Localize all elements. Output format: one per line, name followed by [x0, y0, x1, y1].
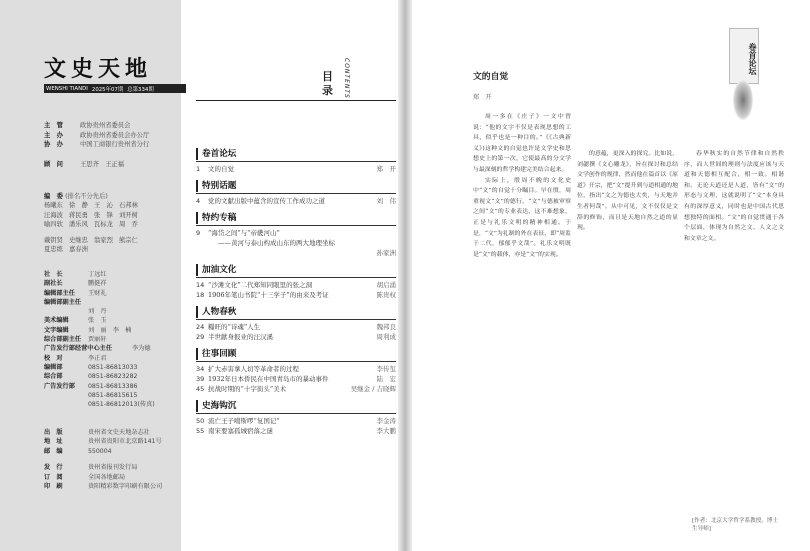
editorial-board: 编 委 (排名不分先后) 杨曦东 徐 静 王 沁 石邦林 汪海波 蒋民勇 张 锋 刘开树 喻四软 潘乐风 瓦标龙 周 乔 戴钥贤 史继忠 翁家烈 熊宗仁 夏忠练 嘉春洲 — [44, 191, 169, 255]
masthead-bar — [44, 84, 186, 93]
staff-row: 广告发行部 0851-86813386 — [44, 382, 138, 390]
article-column-2: 的意蕴，更深入的探究。比如说，刘勰撰《文心雕龙》，旨在探讨和总结文学创作的规律，然而他在篇首以《原道》开宗，把“文”提升到与道相通的地位，指出“文之为德也大矣，与天地并生者何哉”。从中可见，文不仅仅是文辞的修饰，而且是天地自然之道的显现。 — [577, 151, 678, 232]
staff-row: 综合部 0851-86823282 — [44, 373, 138, 381]
masthead — [44, 56, 169, 93]
staff-row: 刘 丹 — [88, 308, 107, 316]
publication-info: 出 版 贵州省文史天地杂志社 地 址 贵州省贵阳市北京路141号 邮 编 550004 发 行 贵州省报刊发行局 订 阅 全国各地邮局 印 刷 贵阳精彩数字印刷有限公司 — [44, 429, 163, 490]
left-page — [0, 0, 398, 551]
toc-entry-author: 孙家洲 — [376, 249, 396, 257]
sponsor-row: 协 办 中国工商银行贵州省分行 — [44, 141, 150, 149]
toc-entry[interactable]: 4 党的文献出版中蕴含的宣传工作成功之道 刘 伟 — [196, 197, 396, 205]
article-title: 文的自觉 — [473, 72, 509, 82]
toc-contents-label: CONTENTS — [343, 58, 350, 99]
advisor-info: 顾 问 王思齐 王正福 — [44, 161, 125, 168]
sponsor-row: 主 管 政协贵州省委员会 — [44, 122, 131, 129]
toc-section — [196, 264, 396, 300]
toc-section-heading: 卷首论坛 — [196, 148, 240, 160]
article-column-3: 春华秋实的自然节律和自然秩序，而人世间的理则与法度应该与天道和天德相互配合，相一致。相谐和。无论天道还是人道，皆有“文”的形态与文理，这就说明了“文”本身具有的深厚意义，同时也是中国古代思想独特的面相。“文”的自觉贯通于各个层面，体现为自然之文、人文之文和文章之文。 — [684, 151, 784, 242]
board-names: 杨曦东 徐 静 王 沁 石邦林 汪海波 蒋民勇 张 锋 刘开树 喻四软 潘乐风 瓦标龙 周 乔 — [44, 202, 138, 228]
toc-section — [196, 306, 396, 342]
staff-row: 副社长 鹏挺祥 — [44, 280, 107, 288]
toc-section — [196, 148, 396, 174]
staff-row: 美术编辑 张 玉 — [44, 317, 107, 325]
toc-rule — [196, 100, 396, 101]
toc-section — [196, 180, 396, 206]
article-column-1: 周一多在《庄子》一文中曾说：“他的文字不仅是表现思想的工具，似乎也是一种目的。”《《古典新义》)这种文的自觉也许是文学史和思想史上的第一次，它使最高的分文学与最深刻的哲学构建完美结合起来。 实际上，殷周不晚的文化史中“文”的自觉十分瞩目。早在殷，周重视文“文”的德行，“文”与德被审察之间“文”的专业表达，这不难想象，正是与礼乐文明的精神相通。于是，“文”为礼制的外在表征，即“周监于二代，郁郁乎文哉”。礼乐文明既是“文”的载体，亦是“文”的实现。 — [473, 114, 571, 258]
toc-section-heading: 史海钩沉 — [196, 400, 240, 412]
author-note: [作者：北京大学哲学系教授、博士生导师] — [692, 518, 779, 532]
sponsor-row: 主 办 政协贵州省委员会办公厅 — [44, 131, 150, 139]
toc-entry[interactable]: 50 流亡王子噶斯啰“复国记” 李金涛 — [196, 417, 396, 425]
staff-row: 文字编辑 刘 丽 李 楠 — [44, 326, 132, 334]
staff-row: 广告发行部经营中心主任 李为德 — [44, 345, 151, 353]
right-page — [412, 0, 810, 551]
toc-section-heading: 往事回顾 — [196, 348, 240, 360]
toc-entry[interactable]: 24 糧旺的“诗魂”人生 魏邦良 — [196, 323, 396, 331]
toc-entry[interactable]: 39 1932年日本侨民在中国青岛市的暴动事件 陆 宏 — [196, 375, 396, 383]
toc-entry[interactable]: 29 半世献身报业的汪汉溪 周利成 — [196, 333, 396, 341]
staff-row: 编辑部副主任 — [44, 298, 82, 306]
article-author: 郑 开 — [473, 94, 492, 101]
staff-row: 综合部副主任 贾丽轩 — [44, 336, 107, 344]
staff-row: 编辑部主任 王财礼 — [44, 289, 107, 297]
toc-section-heading: 特约专稿 — [196, 212, 240, 224]
masthead-pinyin: WENSHI TIANDI — [46, 85, 88, 92]
toc-entry[interactable]: 9 “海岱之间”与“帝畿河山” — [196, 229, 280, 237]
board-names-2: 戴钥贤 史继忠 翁家烈 熊宗仁 夏忠练 嘉春洲 — [44, 236, 138, 253]
staff-row: 校 对 李正君 — [44, 354, 107, 362]
staff-row: 0851-86812013(传真) — [88, 401, 155, 409]
toc-entry[interactable]: 34 扩大赤害拿人切等革命者的过程 李传玺 — [196, 365, 396, 373]
masthead-issue: 2025年07期 — [91, 86, 124, 93]
toc-section-heading: 加油文化 — [196, 264, 240, 276]
toc-section-heading: 人物春秋 — [196, 306, 240, 318]
ink-decoration — [733, 80, 753, 120]
toc-section-heading: 特别话题 — [196, 180, 240, 192]
toc-entry[interactable]: 55 南宋要塞孤城宿落之谜 李大鹏 — [196, 427, 396, 435]
staff-row: 编辑部 0851-86813033 — [44, 363, 138, 371]
staff-row: 0851-86815615 — [88, 391, 138, 399]
sponsor-info — [44, 121, 149, 150]
toc-entry[interactable]: 18 1906年笔山书院“十三学子”的由来及考证 陈贵权 — [196, 291, 396, 299]
masthead-total: 总第334期 — [127, 86, 154, 93]
masthead-title: 文史天地 — [44, 56, 153, 82]
column-label: 卷首论坛 — [729, 28, 759, 84]
table-of-contents — [196, 148, 396, 442]
toc-section — [196, 348, 396, 394]
staff-row: 社 长 丁远红 — [44, 271, 107, 278]
toc-entry[interactable]: 45 抗战时期的“十字街头”美术 吴继金 / 吉晓辉 — [196, 385, 396, 393]
toc-title: 目录 — [322, 70, 333, 97]
toc-entry[interactable]: 14 “沙滩文化”二代郑知同眼里的张之洞 胡启涌 — [196, 281, 396, 289]
page-fold — [398, 0, 412, 551]
toc-entry[interactable]: 1 文的自觉 郑 开 — [196, 165, 396, 173]
toc-section — [196, 400, 396, 436]
toc-section — [196, 212, 396, 258]
toc-entry-subtitle: ——黄河与泰山构成山东的两大地理坐标 — [218, 239, 335, 247]
staff-list — [44, 270, 155, 409]
